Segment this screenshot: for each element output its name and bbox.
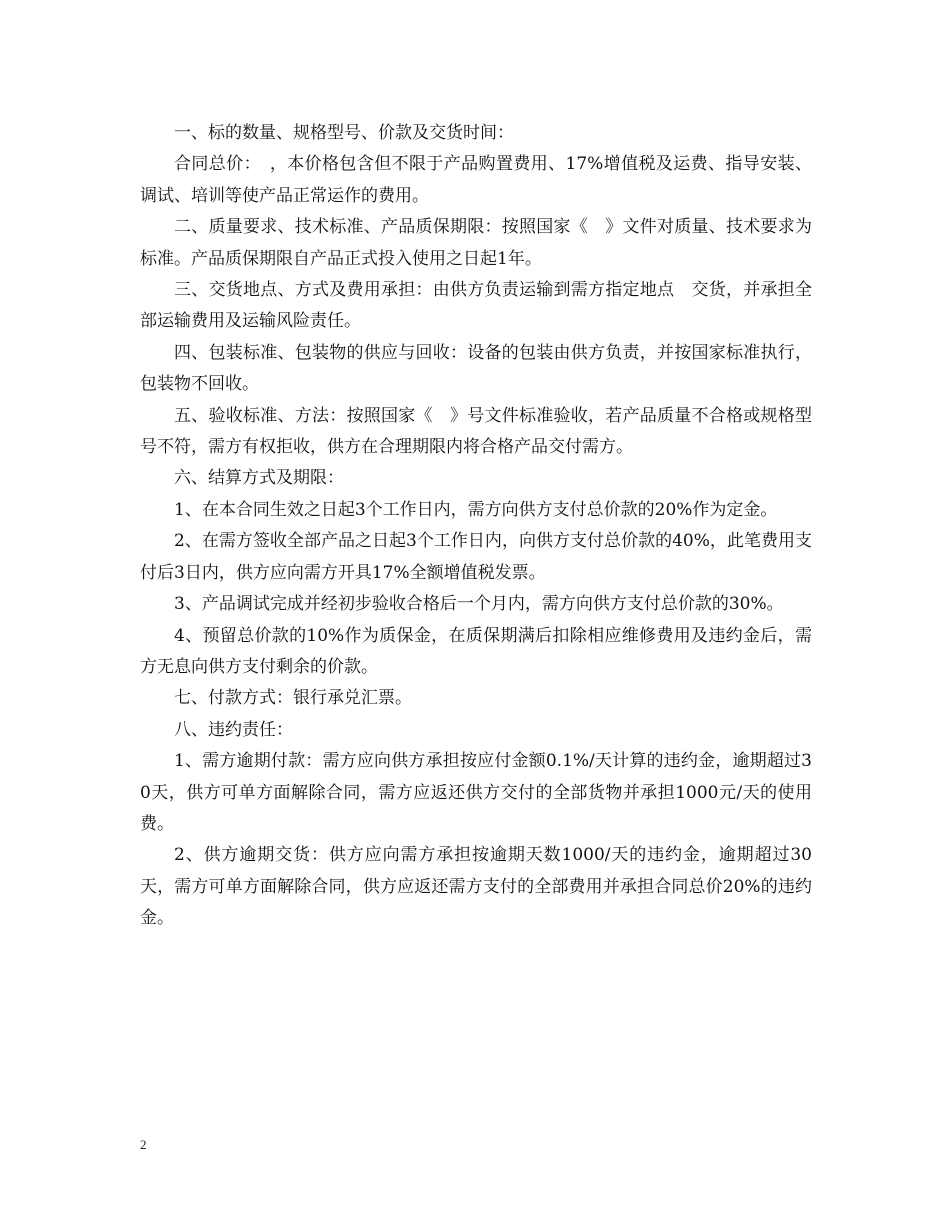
paragraph-section-5-acceptance: 五、验收标准、方法：按照国家《 》号文件标准验收，若产品质量不合格或规格型号不符，需方有权拒收，供方在合理期限内将合格产品交付需方。 (140, 405, 812, 458)
paragraph-section-6-heading: 六、结算方式及期限： (174, 468, 344, 489)
paragraph-settlement-2: 2、在需方签收全部产品之日起3个工作日内，向供方支付总价款的40%，此笔费用支付后3日内，供方应向需方开具17%全额增值税发票。 (140, 531, 812, 583)
paragraph-liability-1: 1、需方逾期付款：需方应向供方承担按应付金额0.1%/天计算的违约金，逾期超过30天，供方可单方面解除合同，需方应返还供方交付的全部货物并承担1000元/天的使用费。 (140, 751, 812, 834)
paragraph-settlement-3: 3、产品调试完成并经初步验收合格后一个月内，需方向供方支付总价款的30%。 (174, 594, 784, 615)
contract-body (140, 118, 812, 935)
paragraph-section-8-heading: 八、违约责任： (174, 719, 293, 740)
paragraph-settlement-4: 4、预留总价款的10%作为质保金，在质保期满后扣除相应维修费用及违约金后，需方无息向供方支付剩余的价款。 (140, 625, 812, 677)
paragraph-total-price: 合同总价： ，本价格包含但不限于产品购置费用、17%增值税及运费、指导安装、调试、培训等使产品正常运作的费用。 (140, 154, 812, 206)
page-number: 2 (140, 1137, 147, 1152)
paragraph-section-7-payment: 七、付款方式：银行承兑汇票。 (174, 688, 412, 709)
paragraph-section-4-packaging: 四、包装标准、包装物的供应与回收：设备的包装由供方负责，并按国家标准执行，包装物不回收。 (140, 342, 812, 395)
paragraph-liability-2: 2、供方逾期交货：供方应向需方承担按逾期天数1000/天的违约金，逾期超过30天，需方可单方面解除合同，供方应返还需方支付的全部费用并承担合同总价20%的违约金。 (140, 845, 813, 929)
paragraph-section-2-quality: 二、质量要求、技术标准、产品质保期限：按照国家《 》文件对质量、技术要求为标准。产品质保期限自产品正式投入使用之日起1年。 (140, 217, 812, 269)
paragraph-settlement-1: 1、在本合同生效之日起3个工作日内，需方向供方支付总价款的20%作为定金。 (174, 499, 778, 520)
paragraph-section-1-heading: 一、标的数量、规格型号、价款及交货时间： (174, 123, 514, 143)
paragraph-section-3-delivery: 三、交货地点、方式及费用承担：由供方负责运输到需方指定地点 交货，并承担全部运输费用及运输风险责任。 (140, 280, 812, 332)
